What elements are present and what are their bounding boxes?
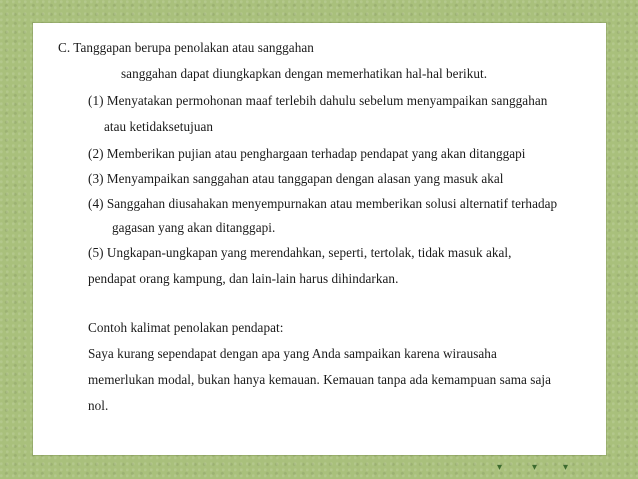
list-item: (5) Ungkapan-ungkapan yang merendahkan, seperti, tertolak, tidak masuk akal, <box>88 245 512 260</box>
list-item: (4) Sanggahan diusahakan menyempurnakan atau memberikan solusi alternatif terhadap <box>88 196 558 211</box>
leaf-ornament-icon: ▾ <box>532 462 538 473</box>
example-title: Contoh kalimat penolakan pendapat: <box>88 320 284 335</box>
list-item: (1) Menyatakan permohonan maaf terlebih dahulu sebelum menyampaikan sanggahan <box>88 93 548 108</box>
example-line: Saya kurang sependapat dengan apa yang Anda sampaikan karena wirausaha <box>88 346 497 361</box>
content-card <box>33 23 606 455</box>
list-item-continuation: pendapat orang kampung, dan lain-lain harus dihindarkan. <box>88 271 399 286</box>
list-item: (2) Memberikan pujian atau penghargaan terhadap pendapat yang akan ditanggapi <box>88 146 526 161</box>
list-item: (3) Menyampaikan sanggahan atau tanggapan dengan alasan yang masuk akal <box>88 171 504 186</box>
example-line: nol. <box>88 398 109 413</box>
list-item-continuation: atau ketidaksetujuan <box>104 119 214 134</box>
leaf-ornament-icon: ▾ <box>563 462 569 473</box>
section-heading: C. Tanggapan berupa penolakan atau sanggahan <box>58 40 314 55</box>
leaf-ornament-icon: ▾ <box>497 462 503 473</box>
example-line: memerlukan modal, bukan hanya kemauan. Kemauan tanpa ada kemampuan sama saja <box>88 372 551 387</box>
list-item-continuation: gagasan yang akan ditanggapi. <box>112 220 276 235</box>
intro-text: sanggahan dapat diungkapkan dengan memerhatikan hal-hal berikut. <box>121 66 488 81</box>
